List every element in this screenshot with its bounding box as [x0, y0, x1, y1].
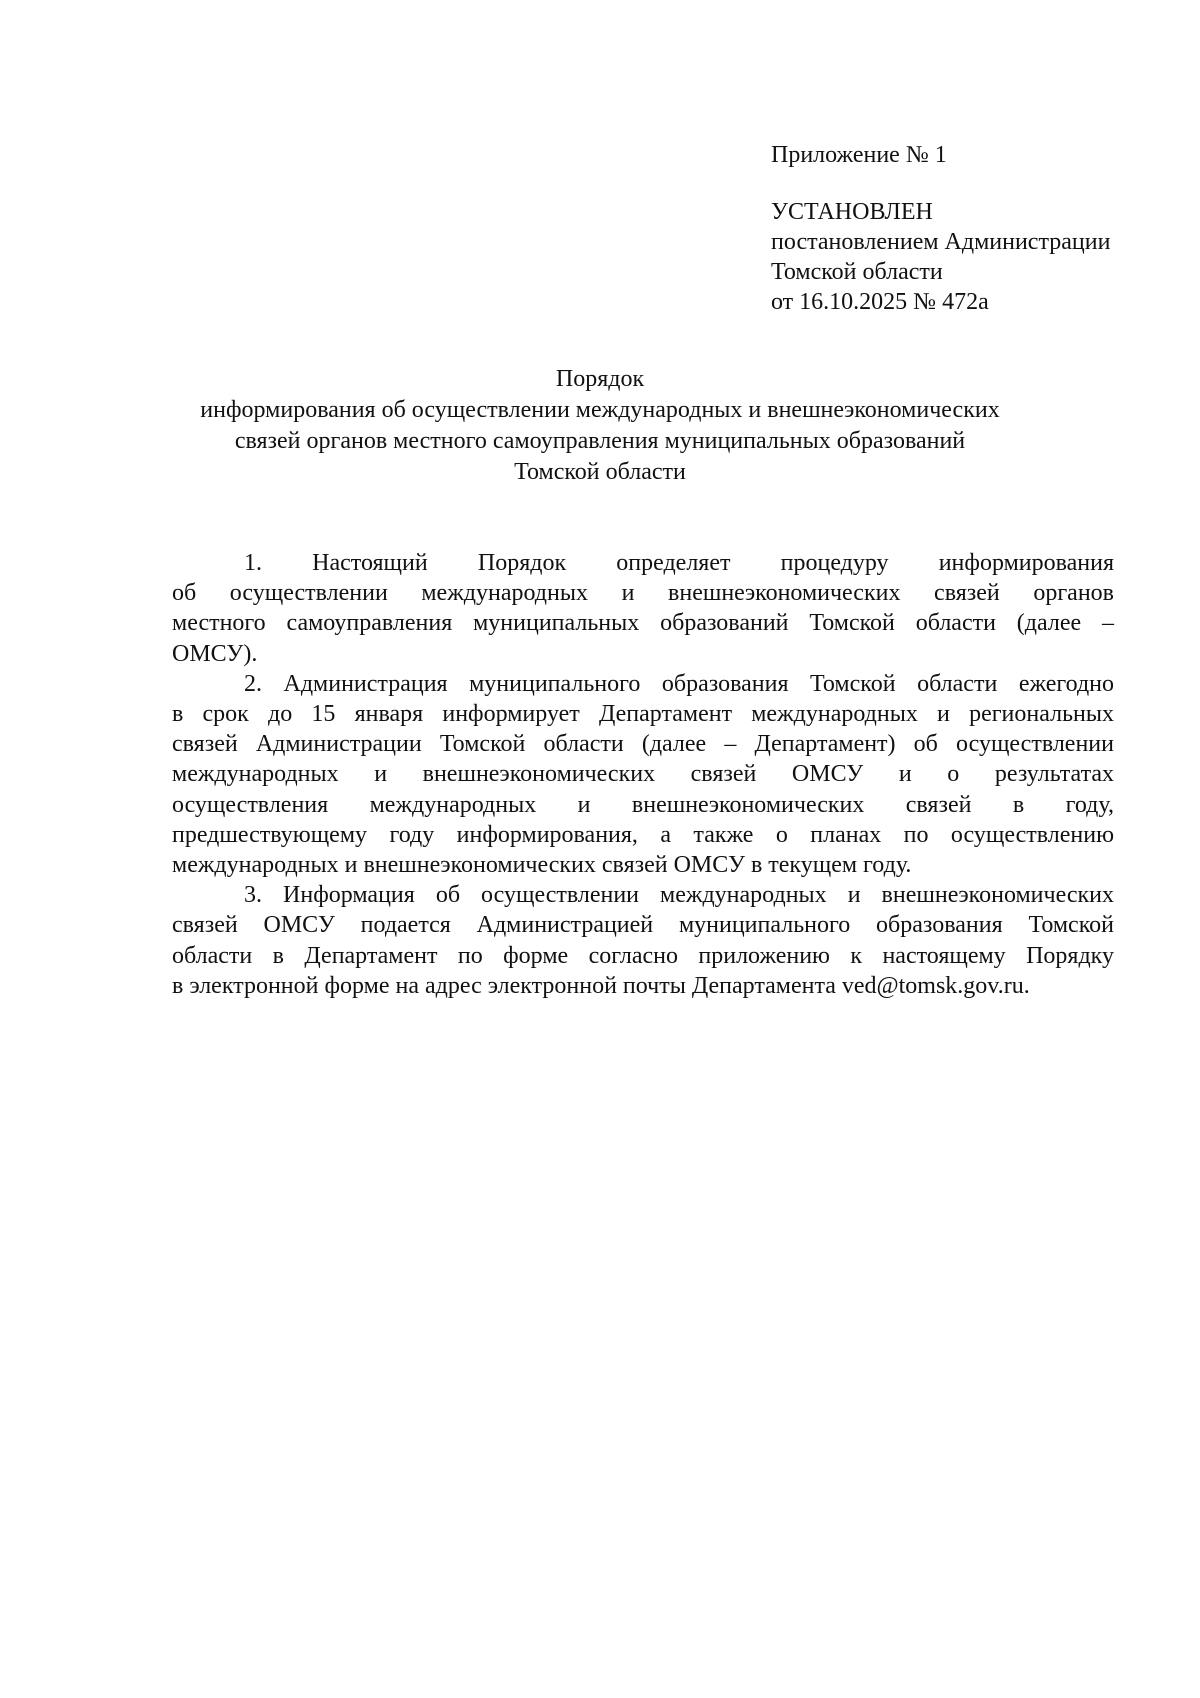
paragraph-1-line: 1. Настоящий Порядок определяет процедуру информирования [244, 550, 1114, 576]
paragraph-2-line: международных и внешнеэкономических связей ОМСУ в текущем году. [172, 852, 912, 879]
paragraph-3-line: связей ОМСУ подается Администрацией муниципального образования Томской [172, 912, 1114, 939]
approval-line-3: от 16.10.2025 № 472а [771, 289, 989, 315]
title-line-2: информирования об осуществлении международных и внешнеэкономических [200, 397, 1000, 423]
paragraph-3-line: 3. Информация об осуществлении международных и внешнеэкономических [244, 882, 1114, 909]
paragraph-2-line: осуществления международных и внешнеэкономических связей в году, [172, 791, 1114, 818]
appendix-label: Приложение № 1 [771, 142, 947, 168]
paragraph-2-line: связей Администрации Томской области (далее – Департамент) об осуществлении [172, 731, 1114, 758]
approval-line-1: постановлением Администрации [771, 229, 1111, 255]
paragraph-2-line: 2. Администрация муниципального образования Томской области ежегодно [244, 670, 1114, 697]
title-line-3: связей органов местного самоуправления муниципальных образований [234, 428, 966, 454]
paragraph-2 [172, 669, 1114, 880]
paragraph-1-line: ОМСУ). [172, 640, 258, 667]
paragraph-2-line: предшествующему году информирования, а также о планах по осуществлению [172, 821, 1114, 848]
paragraph-2-line: в срок до 15 января информирует Департамент международных и региональных [172, 701, 1114, 728]
paragraph-3-line: области в Департамент по форме согласно приложению к настоящему Порядку [172, 942, 1114, 969]
paragraph-1-line: об осуществлении международных и внешнеэкономических связей органов [172, 580, 1114, 607]
title-line-4: Томской области [514, 459, 686, 485]
approval-status: УСТАНОВЛЕН [771, 199, 933, 225]
paragraph-3 [172, 880, 1114, 1001]
paragraph-3-line: в электронной форме на адрес электронной почты Департамента ved@tomsk.gov.ru. [172, 972, 1030, 999]
approval-line-2: Томской области [771, 259, 943, 285]
document-body [172, 548, 1114, 1001]
paragraph-1 [172, 548, 1114, 669]
document-title [150, 364, 1050, 488]
paragraph-2-line: международных и внешнеэкономических связей ОМСУ и о результатах [172, 761, 1114, 788]
paragraph-1-line: местного самоуправления муниципальных образований Томской области (далее – [172, 610, 1114, 637]
title-line-1: Порядок [555, 366, 645, 392]
approval-stamp-block [771, 197, 1151, 317]
